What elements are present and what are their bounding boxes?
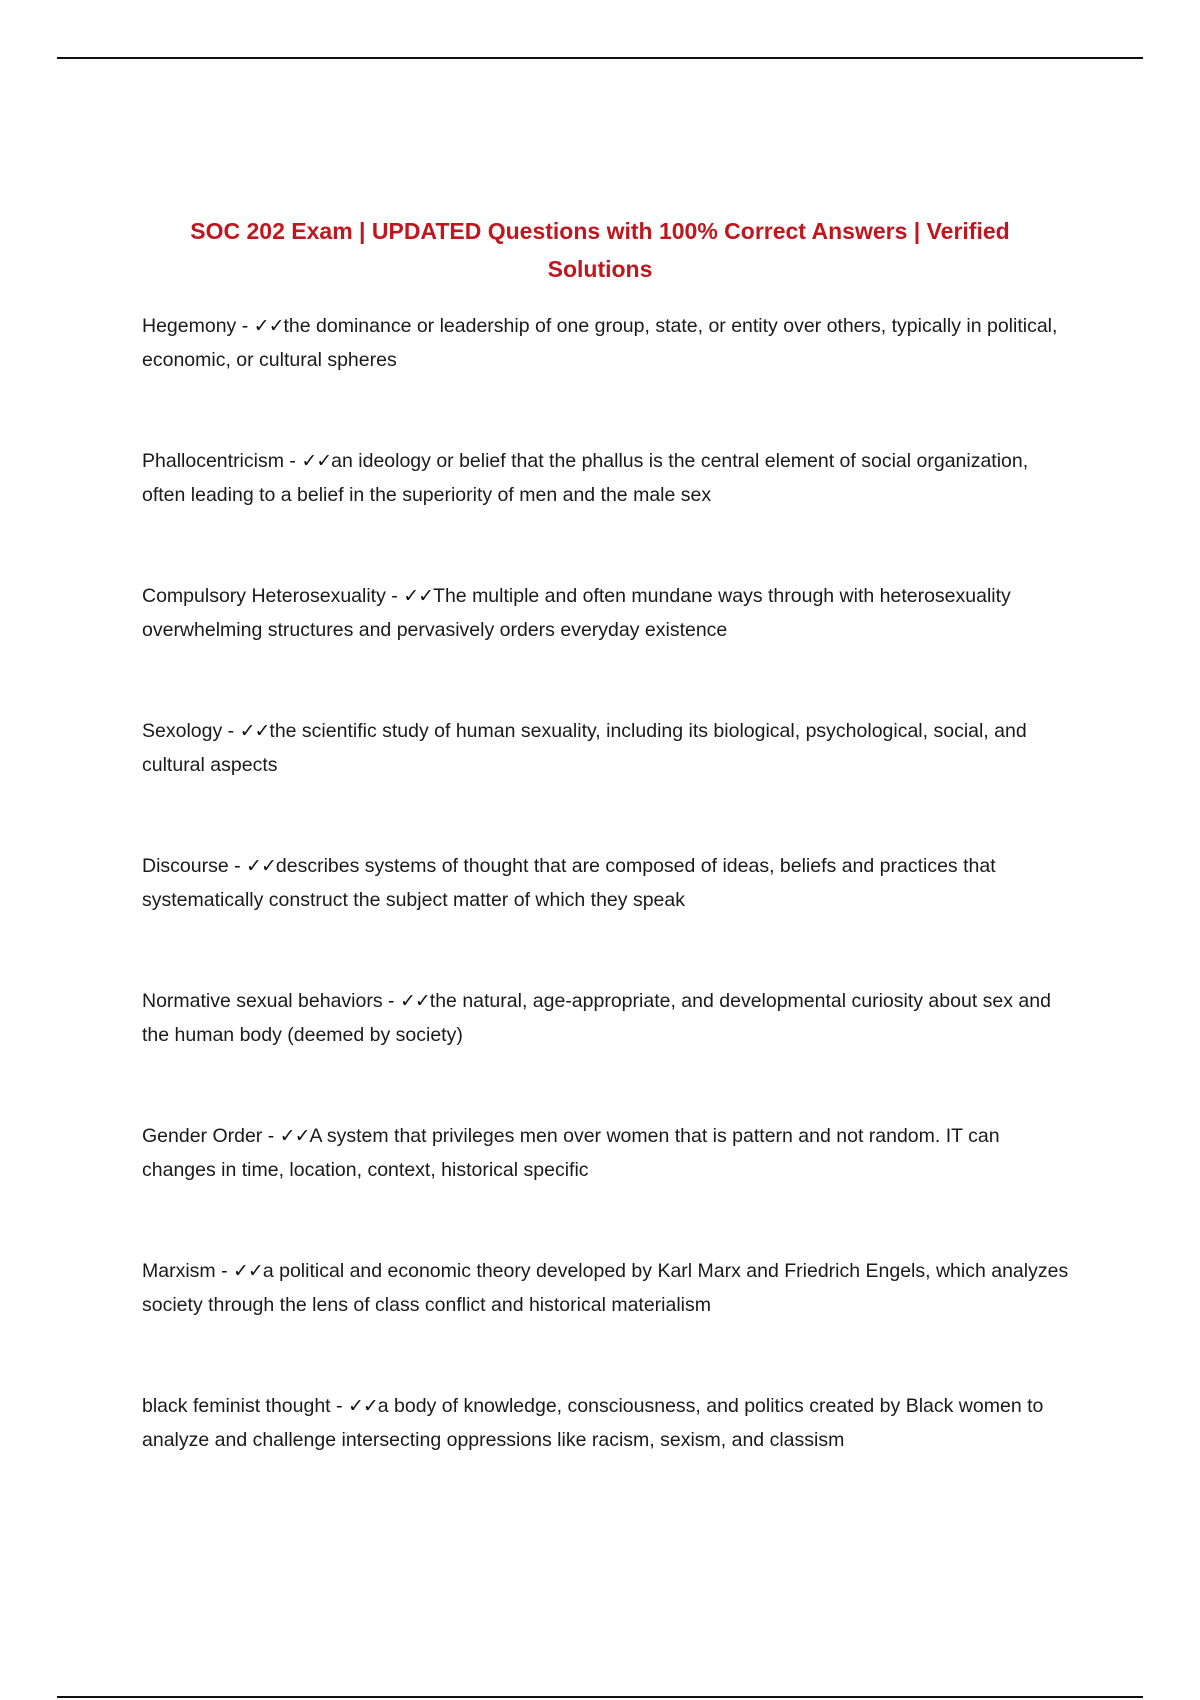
double-check-icon: ✓✓	[253, 315, 284, 337]
entry-hegemony	[142, 309, 1072, 444]
entry-separator: -	[215, 1260, 234, 1282]
entry-definition: the scientific study of human sexuality, including its biological, psychological, social, and cultural aspects	[142, 720, 1027, 776]
entry-separator: -	[330, 1395, 348, 1417]
entry-term: Hegemony	[142, 315, 237, 337]
double-check-icon: ✓✓	[246, 855, 276, 877]
entry-term: Marxism	[142, 1260, 216, 1282]
double-check-icon: ✓✓	[347, 1395, 378, 1417]
entry-sexology	[142, 714, 1072, 849]
entry-term: Gender Order	[142, 1125, 263, 1147]
entry-gender-order	[142, 1119, 1072, 1254]
double-check-icon: ✓✓	[399, 990, 430, 1012]
double-check-icon: ✓✓	[301, 450, 332, 472]
entry-term: black feminist thought	[142, 1395, 331, 1417]
footer-rule	[57, 1696, 1143, 1698]
double-check-icon: ✓✓	[233, 1260, 263, 1282]
entry-term: Discourse	[142, 855, 229, 877]
entry-definition: an ideology or belief that the phallus is the central element of social organization, often leading to a belief in the superiority of men and the male sex	[142, 450, 1029, 506]
entry-term: Normative sexual behaviors	[142, 990, 383, 1012]
entry-separator: -	[283, 450, 302, 472]
entry-definition: a political and economic theory developed by Karl Marx and Friedrich Engels, which analyzes society through the lens of class conflict and historical materialism	[142, 1260, 1069, 1316]
entry-marxism	[142, 1254, 1072, 1389]
entry-list	[142, 309, 1072, 1524]
entry-separator: -	[385, 585, 404, 607]
header-rule	[57, 57, 1143, 59]
entry-definition: The multiple and often mundane ways through with heterosexuality overwhelming structures and pervasively orders everyday existence	[142, 585, 1011, 641]
entry-term: Phallocentricism	[142, 450, 284, 472]
document-title: SOC 202 Exam | UPDATED Questions with 100% Correct Answers | Verified Solutions	[190, 218, 1010, 282]
entry-term: Compulsory Heterosexuality	[142, 585, 386, 607]
double-check-icon: ✓✓	[279, 1125, 310, 1147]
entry-black-feminist-thought	[142, 1389, 1072, 1524]
entry-definition: describes systems of thought that are composed of ideas, beliefs and practices that systematically construct the subject matter of which they speak	[142, 855, 996, 911]
entry-normative-sexual-behaviors	[142, 984, 1072, 1119]
entry-separator: -	[236, 315, 254, 337]
entry-definition: the dominance or leadership of one group, state, or entity over others, typically in political, economic, or cultural spheres	[142, 315, 1058, 371]
double-check-icon: ✓✓	[239, 720, 270, 742]
entry-phallocentricism	[142, 444, 1072, 579]
double-check-icon: ✓✓	[403, 585, 434, 607]
entry-definition: A system that privileges men over women that is pattern and not random. IT can changes in time, location, context, historical specific	[142, 1125, 1000, 1181]
entry-separator: -	[222, 720, 240, 742]
entry-discourse	[142, 849, 1072, 984]
entry-definition: a body of knowledge, consciousness, and politics created by Black women to analyze and challenge intersecting oppressions like racism, sexism, and classism	[142, 1395, 1044, 1451]
entry-compulsory-heterosexuality	[142, 579, 1072, 714]
entry-separator: -	[228, 855, 247, 877]
entry-term: Sexology	[142, 720, 223, 742]
entry-definition: the natural, age-appropriate, and developmental curiosity about sex and the human body (deemed by society)	[142, 990, 1051, 1046]
entry-separator: -	[382, 990, 400, 1012]
entry-separator: -	[262, 1125, 280, 1147]
